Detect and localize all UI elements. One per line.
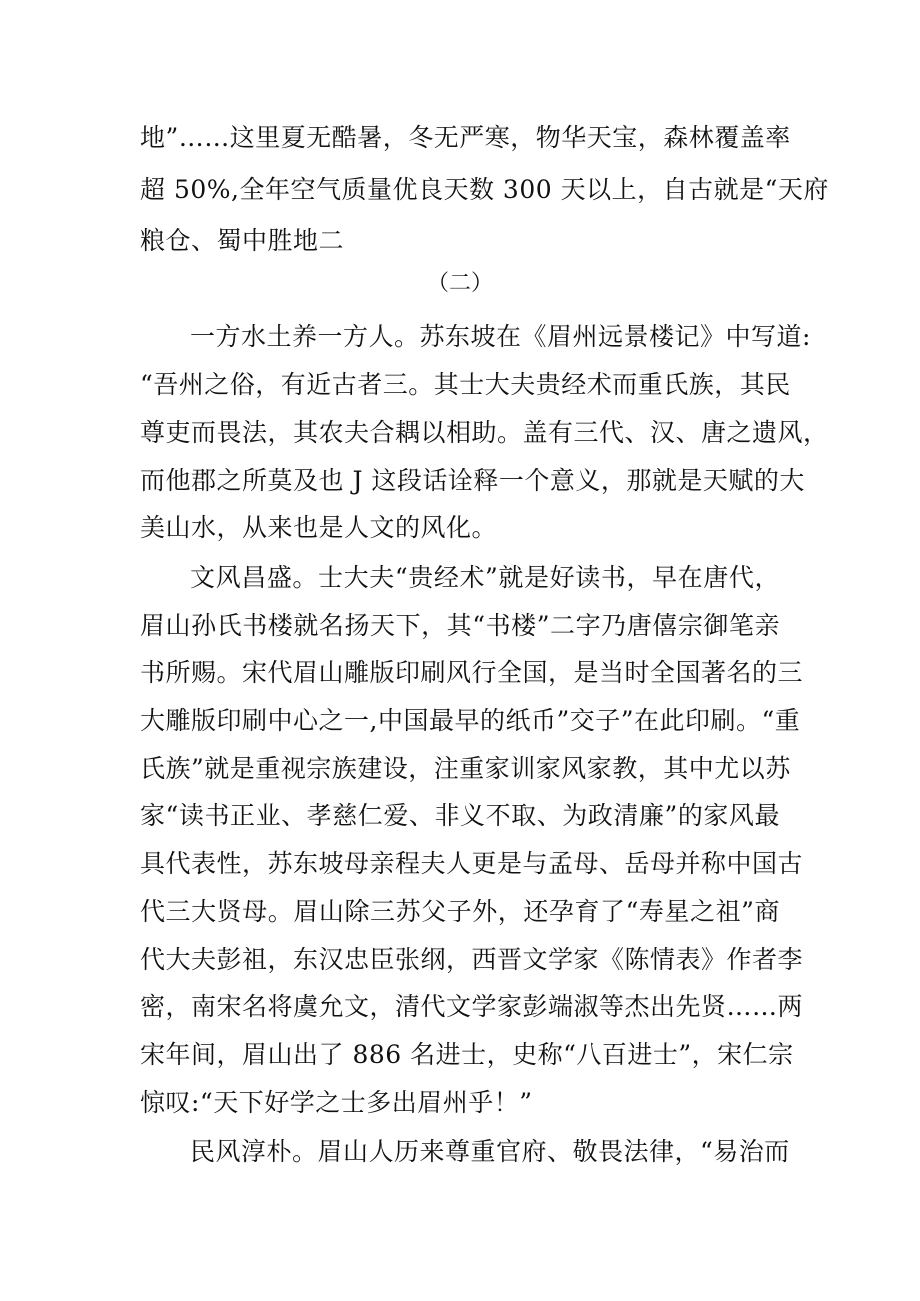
- paragraph-1-line-1: 地”……这里夏无酷暑，冬无严寒，物华天宝，森林覆盖率: [140, 123, 791, 152]
- paragraph-3-line-12: 惊叹:“天下好学之士多出眉州乎！”: [140, 1088, 533, 1117]
- paragraph-1-line-2: 超 50%,全年空气质量优良天数 300 天以上，自古就是“天府: [140, 175, 829, 204]
- paragraph-3-line-8: 代三大贤母。眉山除三苏父子外，还孕育了“寿星之祖”商: [140, 897, 780, 926]
- paragraph-3-line-1: 文风昌盛。士大夫“贵经术”就是好读书，早在唐代，: [190, 563, 780, 592]
- paragraph-3-line-6: 家“读书正业、孝慈仁爱、非义不取、为政清廉”的家风最: [140, 801, 780, 830]
- paragraph-3-line-5: 氏族”就是重视宗族建设，注重家训家风家教，其中尤以苏: [140, 754, 791, 783]
- paragraph-3-line-3: 书所赐。宋代眉山雕版印刷风行全国，是当时全国著名的三: [140, 658, 804, 687]
- paragraph-2-line-2: “吾州之俗，有近古者三。其士大夫贵经术而重氏族，其民: [140, 370, 791, 399]
- paragraph-3-line-7: 具代表性，苏东坡母亲程夫人更是与孟母、岳母并称中国古: [140, 849, 804, 878]
- paragraph-2-line-1: 一方水土养一方人。苏东坡在《眉州远景楼记》中写道:: [190, 322, 811, 351]
- paragraph-3-line-2: 眉山孙氏书楼就名扬天下，其“书楼”二字乃唐僖宗御笔亲: [140, 611, 780, 640]
- paragraph-3-line-4: 大雕版印刷中心之一,中国最早的纸币”交子”在此印刷。“重: [140, 706, 801, 735]
- paragraph-2-line-4: 而他郡之所莫及也 J 这段话诠释一个意义，那就是天赋的大: [140, 466, 805, 495]
- paragraph-3-line-11: 宋年间，眉山出了 886 名进士，史称“八百进士”，宋仁宗: [140, 1040, 794, 1069]
- paragraph-2-line-5: 美山水，从来也是人文的风化。: [140, 513, 498, 542]
- paragraph-3-line-9: 代大夫彭祖，东汉忠臣张纲，西晋文学家《陈情表》作者李: [140, 945, 804, 974]
- section-heading: （二）: [426, 271, 493, 296]
- paragraph-2-line-3: 尊吏而畏法，其农夫合耦以相助。盖有三代、汉、唐之遗风，: [140, 418, 829, 447]
- paragraph-1-line-3: 粮仓、蜀中胜地二: [140, 226, 345, 255]
- paragraph-3-line-10: 密，南宋名将虞允文，清代文学家彭端淑等杰出先贤……两: [140, 992, 804, 1021]
- paragraph-4-line-1: 民风淳朴。眉山人历来尊重官府、敬畏法律，“易治而: [190, 1137, 790, 1166]
